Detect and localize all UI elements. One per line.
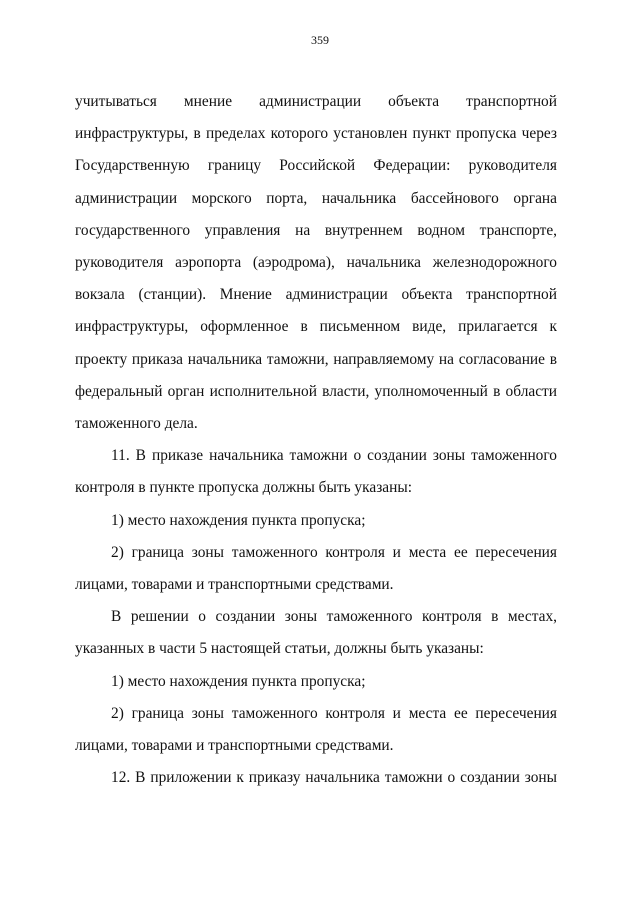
page-number: 359	[311, 33, 329, 47]
list-item-boundary: 2) граница зоны таможенного контроля и места ее пересечения лицами, товарами и транспортными средствами.	[75, 543, 557, 594]
paragraph-item-12: 12. В приложении к приказу начальника таможни о создании зоны	[111, 769, 557, 787]
list-item-location-2: 1) место нахождения пункта пропуска;	[111, 672, 366, 690]
paragraph-decision: В решении о создании зоны таможенного контроля в местах, указанных в части 5 настоящей статьи, должны быть указаны:	[75, 608, 557, 658]
list-item-boundary-2: 2) граница зоны таможенного контроля и места ее пересечения лицами, товарами и транспортными средствами.	[75, 704, 557, 755]
document-body	[75, 86, 557, 794]
paragraph-item-11: 11. В приказе начальника таможни о создании зоны таможенного контроля в пункте пропуска должны быть указаны:	[75, 447, 557, 497]
paragraph-continued: учитываться мнение администрации объекта транспортной инфраструктуры, в пределах которого установлен пункт пропуска через Государственную границу Российской Федерации: руководителя администрации морского порта, начальника бассейнового органа государственного управления на внутреннем водном транспорте, руководителя аэропорта (аэродрома), начальника железнодорожного вокзала (станции). Мнение администрации объекта транспортной инфраструктуры, оформленное в письменном виде, прилагается к проекту приказа начальника таможни, направляемому на согласование в федеральный орган исполнительной власти, уполномоченный в области таможенного дела.	[75, 93, 557, 433]
list-item-location: 1) место нахождения пункта пропуска;	[111, 511, 366, 529]
